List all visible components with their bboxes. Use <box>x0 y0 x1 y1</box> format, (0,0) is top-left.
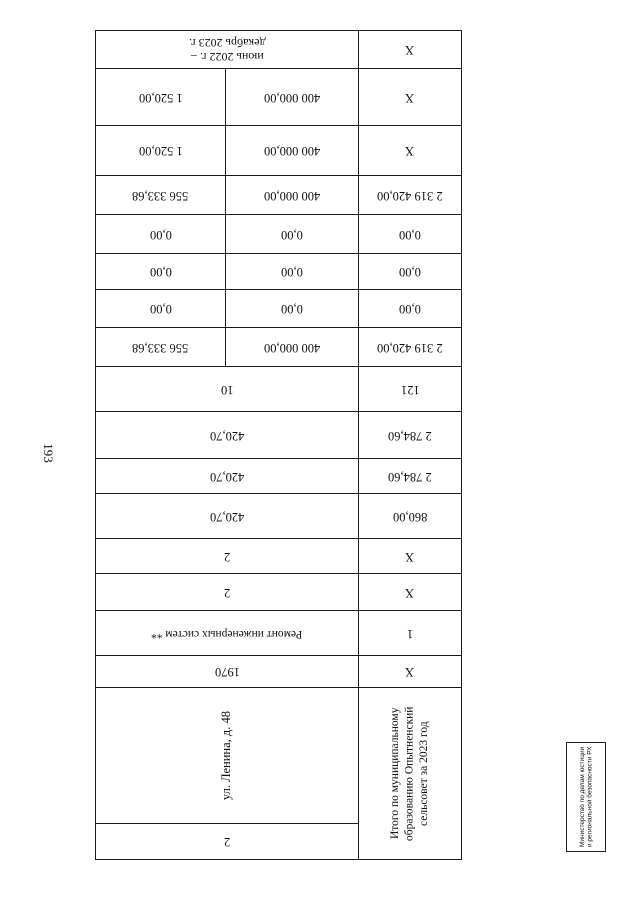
cell-totala-right <box>95 175 226 215</box>
row-index: 2 <box>223 835 231 849</box>
stamp-text: Министерство по делам юстиции и региональной безопасности РХ <box>578 746 593 848</box>
value: 10 <box>220 382 234 397</box>
cell-1520a-mid <box>225 68 359 126</box>
cell-zerob-right <box>95 253 226 290</box>
cell-areab-right <box>95 458 359 494</box>
value: 1 <box>406 626 414 641</box>
cell-count-right <box>95 366 359 412</box>
value: 0,00 <box>149 265 172 279</box>
date-range: июнь 2022 г. – декабрь 2023 г. <box>188 35 266 64</box>
value: 400 000,00 <box>263 188 321 203</box>
budget-table <box>95 30 462 860</box>
cell-areac-right <box>95 493 359 539</box>
cell-1520a-left <box>358 68 462 126</box>
cell-work-right <box>95 610 359 656</box>
date-range-cell <box>95 30 359 69</box>
cell-totala-mid <box>225 175 359 215</box>
cell-totalb-right <box>95 327 226 367</box>
value: 0,00 <box>281 302 303 316</box>
cell-year-left <box>358 655 462 688</box>
value: 0,00 <box>149 227 172 242</box>
value: 2 <box>223 585 231 600</box>
cell-zeroc-mid <box>225 289 359 328</box>
cell-zerob-left <box>358 253 462 290</box>
cell-count-left <box>358 366 462 412</box>
cell-totalb-mid <box>225 327 359 367</box>
cell-1520a-right <box>95 68 226 126</box>
cell-1520b-right <box>95 125 226 176</box>
cell-zeroa-left <box>358 214 462 254</box>
cell-floorsa-right <box>95 538 359 574</box>
value: 2 <box>223 549 231 564</box>
value: 556 333,68 <box>132 340 189 355</box>
value: X <box>405 585 415 600</box>
value: X <box>405 90 415 105</box>
row-index-cell <box>95 823 359 860</box>
cell-totalb-left <box>358 327 462 367</box>
value: 1 520,00 <box>138 90 183 105</box>
value: 2 319 420,00 <box>377 340 443 355</box>
cell-areab-left <box>358 458 462 494</box>
page-number: 193 <box>41 443 56 463</box>
address: ул. Ленина, д. 48 <box>219 710 234 801</box>
address-cell <box>95 687 359 824</box>
cell-zeroa-right <box>95 214 226 254</box>
ministry-stamp <box>566 742 606 852</box>
value: 2 784,60 <box>388 469 432 484</box>
cell-1520b-left <box>358 125 462 176</box>
cell-zeroc-right <box>95 289 226 328</box>
value: 2 784,60 <box>388 428 432 443</box>
cell-zerob-mid <box>225 253 359 290</box>
value: X <box>405 144 415 158</box>
value: 400 000,00 <box>263 144 321 158</box>
value: 420,70 <box>209 428 245 443</box>
total-label: Итого по муниципальному образованию Опытненский сельсовет за 2023 год <box>389 706 431 841</box>
cell-floorsb-right <box>95 573 359 611</box>
cell-floorsb-left <box>358 573 462 611</box>
value: 0,00 <box>399 302 421 316</box>
cell-areaa-right <box>95 411 359 459</box>
date-x: X <box>405 43 415 57</box>
date-x-cell <box>358 30 462 69</box>
value: 1970 <box>214 665 240 679</box>
value: X <box>405 549 415 564</box>
cell-zeroa-mid <box>225 214 359 254</box>
value: 1 520,00 <box>138 144 183 158</box>
work-type: Ремонт инженерных систем ** <box>151 627 303 640</box>
cell-year-right <box>95 655 359 688</box>
cell-areac-left <box>358 493 462 539</box>
value: 0,00 <box>281 227 303 242</box>
value: 860,00 <box>392 509 428 524</box>
value: 121 <box>400 382 420 397</box>
value: 556 333,68 <box>132 188 189 203</box>
value: X <box>405 665 415 679</box>
cell-work-left <box>358 610 462 656</box>
value: 0,00 <box>399 265 421 279</box>
value: 420,70 <box>209 469 245 484</box>
cell-floorsa-left <box>358 538 462 574</box>
value: 0,00 <box>281 265 303 279</box>
cell-zeroc-left <box>358 289 462 328</box>
value: 400 000,00 <box>263 90 321 105</box>
value: 0,00 <box>149 302 172 316</box>
cell-areaa-left <box>358 411 462 459</box>
value: 420,70 <box>209 509 245 524</box>
cell-totala-left <box>358 175 462 215</box>
value: 0,00 <box>399 227 421 242</box>
value: 400 000,00 <box>263 340 321 355</box>
cell-1520b-mid <box>225 125 359 176</box>
total-label-cell <box>358 687 462 860</box>
value: 2 319 420,00 <box>377 188 443 203</box>
